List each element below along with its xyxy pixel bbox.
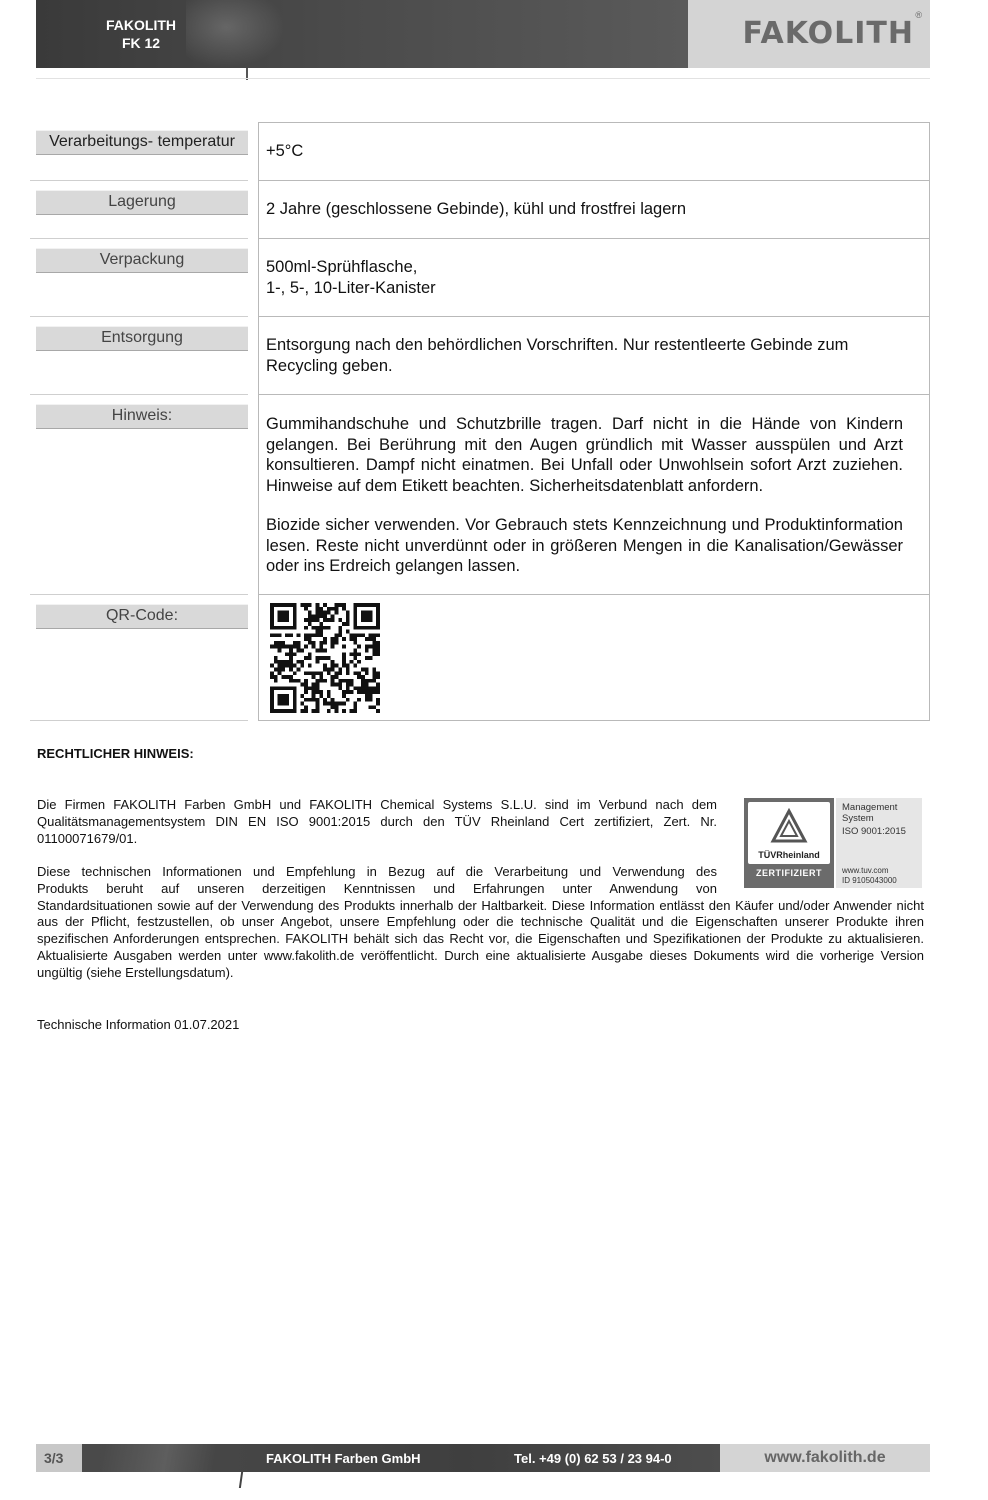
row-label-cell	[36, 317, 258, 395]
row-label-cell	[36, 239, 258, 317]
row-value-cell	[258, 595, 930, 721]
cert-id: ID 9105043000	[842, 875, 897, 885]
row-divider	[30, 720, 248, 721]
row-label-cell	[36, 595, 258, 721]
row-value-cell	[258, 181, 930, 239]
qr-code-icon	[270, 603, 380, 713]
row-label	[36, 326, 248, 351]
product-info-table	[36, 122, 930, 721]
row-label	[36, 130, 248, 155]
row-label	[36, 604, 248, 629]
row-label-text: Lagerung	[108, 193, 176, 210]
row-label-text: QR-Code:	[105, 607, 179, 624]
row-value-text: Gummihandschuhe und Schutzbrille tragen. Darf nicht in die Hände von Kindern gelangen. Bei Berührung mit den Augen gründlich mit Wasser ausspülen und Arzt konsultieren. Dampf nicht einatmen. Bei Unfall oder Unwohlsein sofort Arzt zuziehen. Hinweise auf dem Etikett beachten. Sicherheitsdatenblatt anfordern.	[266, 415, 903, 495]
legal-certification-paragraph: Die Firmen FAKOLITH Farben GmbH und FAKOLITH Chemical Systems S.L.U. sind im Verbund nach dem Qualitätsmanagementsystem DIN EN ISO 9001:2015 durch den TÜV Rheinland Cert zertifiziert, Zert. Nr. 01100071679/01.	[37, 797, 717, 846]
row-label	[36, 190, 248, 215]
legal-notice-title: RECHTLICHER HINWEIS:	[37, 746, 194, 761]
header-product-band	[36, 0, 688, 68]
tuv-brand-text: TÜVRheinland	[758, 850, 820, 860]
footer-website-link[interactable]: www.fakolith.de	[720, 1444, 930, 1472]
page-footer	[36, 1444, 930, 1472]
row-value-text: Entsorgung nach den behördlichen Vorschriften. Nur restentleerte Gebinde zum Recycling geben.	[266, 336, 849, 375]
legal-disclaimer-rest: Standardsituationen sowie auf der Verwendung des Produkts innerhalb der Haltbarkeit. Diese Information entlässt den Käufer und/oder Anwender nicht aus der Pflicht, festzustellen, ob unser Angebot, unsere Empfehlung oder die technische Qualität und die Eigenschaften unserer Produkte ihren spezifischen Anforderungen entsprechen. FAKOLITH behält sich das Recht vor, die Eigenschaften und Spezifikationen der Produkte zu aktualisieren. Aktualisierte Ausgaben werden unter www.fakolith.de veröffentlicht. Durch eine aktualisierte Ausgabe dieses Dokuments wird die vorherige Version ungültig (siehe Erstellungsdatum).	[37, 897, 924, 980]
page-number: 3/3	[36, 1444, 82, 1472]
registered-mark: ®	[915, 10, 922, 20]
row-label-text: Verpackung	[99, 251, 185, 268]
row-label-cell	[36, 395, 258, 595]
footer-swoosh-decoration	[102, 1444, 262, 1472]
row-label-cell	[36, 122, 258, 181]
header-divider	[36, 78, 930, 79]
row-value-cell	[258, 122, 930, 181]
row-label-cell	[36, 181, 258, 239]
table-row	[36, 317, 930, 395]
technical-info-date: Technische Information 01.07.2021	[37, 1017, 240, 1032]
row-value-text: 1-, 5-, 10-Liter-Kanister	[266, 278, 436, 297]
footer-phone: Tel. +49 (0) 62 53 / 23 94-0	[514, 1451, 672, 1466]
header-product-info	[96, 16, 186, 52]
page-header	[36, 0, 930, 68]
header-logo-band	[688, 0, 930, 68]
row-label-text: Hinweis:	[111, 407, 173, 424]
table-row	[36, 122, 930, 181]
cert-system-line: System	[842, 813, 874, 824]
row-value-text: 2 Jahre (geschlossene Gebinde), kühl und frostfrei lagern	[266, 200, 687, 219]
footer-tick-decoration	[239, 1472, 243, 1488]
tuv-certificate-details	[836, 798, 922, 888]
cert-system-line: Management	[842, 802, 898, 813]
row-label	[36, 404, 248, 429]
row-value-text: 500ml-Sprühflasche,	[266, 258, 418, 276]
row-value-cell	[258, 395, 930, 595]
row-label	[36, 248, 248, 273]
row-value-text: Biozide sicher verwenden. Vor Gebrauch stets Kennzeichnung und Produktinformation lesen. Reste nicht unverdünnt oder in größeren Mengen in die Kanalisation/Gewässer oder ins Erdreich gelangen lassen.	[266, 516, 903, 575]
table-row	[36, 395, 930, 595]
footer-contact-band	[82, 1444, 720, 1472]
row-value-text: +5°C	[266, 142, 304, 161]
fakolith-logo: FAKOLITH	[742, 16, 914, 51]
table-row	[36, 239, 930, 317]
row-value-cell	[258, 239, 930, 317]
header-product-code: FK 12	[121, 35, 161, 51]
cert-standard: ISO 9001:2015	[842, 826, 906, 837]
tuv-mark	[744, 798, 834, 888]
tuv-certified-text: ZERTIFIZIERT	[756, 868, 822, 878]
footer-company-name: FAKOLITH Farben GmbH	[266, 1451, 421, 1466]
row-value-cell	[258, 317, 930, 395]
header-product-brand: FAKOLITH	[106, 17, 176, 33]
row-label-text: Entsorgung	[101, 329, 183, 346]
header-swoosh-decoration	[186, 0, 286, 68]
table-row	[36, 181, 930, 239]
table-row	[36, 595, 930, 721]
legal-disclaimer-line: Diese technischen Informationen und Empfehlung in Bezug auf die Verarbeitung und Verwendung des	[37, 864, 717, 879]
legal-disclaimer-line: Produkts beruht auf unseren derzeitigen Kenntnissen und Erfahrungen unter Anwendung von	[37, 880, 717, 896]
row-label-text: Verarbeitungs- temperatur	[49, 133, 235, 150]
tuv-triangle-icon	[770, 808, 808, 846]
tuv-certificate-badge	[744, 798, 922, 888]
cert-url: www.tuv.com	[842, 866, 889, 875]
